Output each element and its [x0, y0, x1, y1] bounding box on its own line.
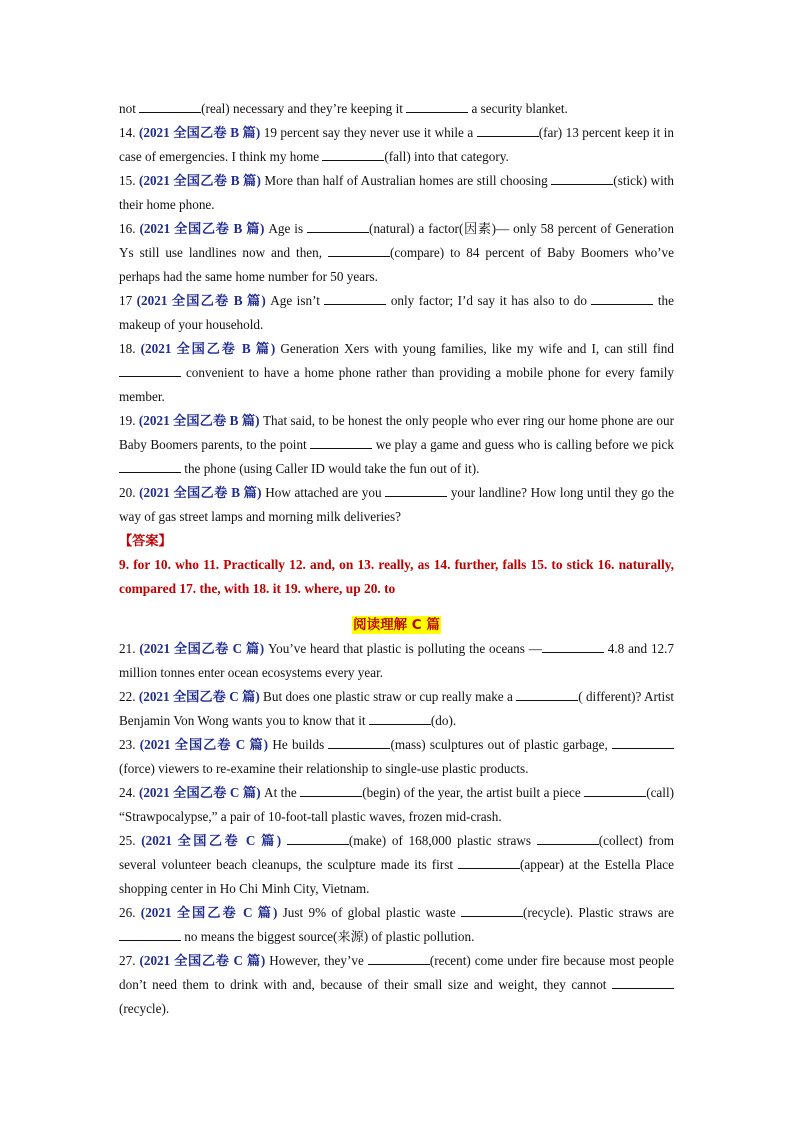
item-text: (recycle). Plastic straws are [522, 905, 674, 920]
item-number: 14. [119, 125, 139, 140]
source-tag: (2021 全国乙卷 B 篇) [136, 293, 266, 308]
answer-blank[interactable] [612, 974, 674, 989]
answer-blank[interactable] [369, 710, 431, 725]
item-text: (fall) into that category. [384, 149, 509, 164]
answer-blank[interactable] [537, 830, 599, 845]
item-text: (force) viewers to re-examine their relationship to single-use plastic products. [119, 761, 529, 776]
item-number: 16. [119, 221, 140, 236]
source-tag: (2021 全国乙卷 C 篇) [141, 833, 282, 848]
item-text: the phone (using Caller ID would take the fun out of it). [181, 461, 480, 476]
item-text: your landline? How long until they go the way of gas street lamps and morning milk deliveries? [119, 485, 675, 524]
answer-blank[interactable] [287, 830, 349, 845]
answer-blank[interactable] [385, 482, 447, 497]
exercise-item [119, 733, 674, 781]
answer-blank[interactable] [458, 854, 520, 869]
answer-blank[interactable] [322, 146, 384, 161]
exercise-item [119, 949, 674, 1021]
source-tag: (2021 全国乙卷 B 篇) [140, 341, 276, 356]
answer-blank[interactable] [139, 98, 201, 113]
item-text: (stick) with their home phone. [119, 173, 674, 212]
source-tag: (2021 全国乙卷 C 篇) [138, 785, 261, 800]
item-text: ( different)? Artist Benjamin Von Wong wants you to know that it [119, 689, 675, 728]
answer-blank[interactable] [368, 950, 430, 965]
section-title: 阅读理解 C 篇 [353, 617, 440, 633]
source-tag: (2021 全国乙卷 C 篇) [138, 689, 260, 704]
exercise-item [119, 781, 674, 829]
answer-text: 9. for 10. who 11. Practically 12. and, on 13. really, as 14. further, falls 15. to stick 16. naturally, compared 17. the, with 18. it 19. where, up 20. to [119, 557, 674, 596]
exercise-item [119, 337, 674, 409]
exercise-list-b-passage [119, 97, 674, 529]
item-text: (make) of 168,000 plastic straws [348, 833, 537, 848]
answer-blank[interactable] [119, 362, 181, 377]
exercise-item [119, 409, 674, 481]
item-text: 19 percent say they never use it while a [260, 125, 477, 140]
answer-blank[interactable] [328, 242, 390, 257]
item-text: (compare) to 84 percent of Baby Boomers who’ve perhaps had the same home number for 50 years. [119, 245, 674, 284]
source-tag: (2021 全国乙卷 B 篇) [139, 221, 265, 236]
item-number: 17 [119, 293, 137, 308]
item-text: How attached are you [261, 485, 386, 500]
item-text: convenient to have a home phone rather than providing a mobile phone for every family member. [119, 365, 674, 404]
exercise-list-c-passage [119, 637, 674, 1021]
item-text: (real) necessary and they’re keeping it [201, 101, 407, 116]
item-text: no means the biggest source(来源) of plastic pollution. [181, 929, 475, 944]
item-text: (mass) sculptures out of plastic garbage, [390, 737, 613, 752]
item-text: 4.8 and 12.7 million tonnes enter ocean ecosystems every year. [119, 641, 675, 680]
exercise-item [119, 481, 674, 529]
item-number: 21. [119, 641, 140, 656]
item-number: 24. [119, 785, 139, 800]
item-text: (do). [430, 713, 457, 728]
exercise-item [119, 901, 674, 949]
section-header [119, 613, 674, 637]
source-tag: (2021 全国乙卷 C 篇) [139, 641, 265, 656]
item-text: (natural) a factor(因素)— only 58 percent of Generation Ys still use landlines now and then, [119, 221, 674, 260]
source-tag: (2021 全国乙卷 B 篇) [139, 485, 262, 500]
answer-blank[interactable] [307, 218, 369, 233]
answer-blank[interactable] [119, 926, 181, 941]
item-text: (recycle). [119, 1001, 170, 1016]
item-text: Age isn’t [265, 293, 325, 308]
item-text: a security blanket. [468, 101, 568, 116]
exercise-item [119, 97, 674, 121]
exercise-item [119, 289, 674, 337]
exercise-item [119, 829, 674, 901]
answer-blank[interactable] [584, 782, 646, 797]
answer-blank[interactable] [591, 290, 653, 305]
item-text: not [119, 101, 140, 116]
source-tag: (2021 全国乙卷 C 篇) [139, 953, 266, 968]
item-number: 23. [119, 737, 140, 752]
item-number: 27. [119, 953, 140, 968]
item-text: Just 9% of global plastic waste [277, 905, 461, 920]
answer-blank[interactable] [516, 686, 578, 701]
item-text: (far) 13 percent keep it in case of emergencies. I think my home [119, 125, 675, 164]
item-number: 19. [119, 413, 139, 428]
source-tag: (2021 全国乙卷 C 篇) [139, 737, 269, 752]
exercise-item [119, 217, 674, 289]
item-text: That said, to be honest the only people who ever ring our home phone are our Baby Boomers parents, to the point [119, 413, 674, 452]
item-text: (collect) from several volunteer beach cleanups, the sculpture made its first [119, 833, 674, 872]
answer-blank[interactable] [477, 122, 539, 137]
answer-blank[interactable] [461, 902, 523, 917]
item-text: (appear) at the Estella Place shopping center in Ho Chi Minh City, Vietnam. [119, 857, 674, 896]
item-text: (call) “Strawpocalypse,” a pair of 10-foot-tall plastic waves, frozen mid-crash. [119, 785, 675, 824]
item-text: However, they’ve [265, 953, 368, 968]
item-text: we play a game and guess who is calling before we pick [372, 437, 674, 452]
item-text: You’ve heard that plastic is polluting the oceans — [264, 641, 542, 656]
item-text: Generation Xers with young families, like my wife and I, can still find [275, 341, 674, 356]
answer-blank[interactable] [406, 98, 468, 113]
document-page [119, 97, 674, 1021]
source-tag: (2021 全国乙卷 C 篇) [140, 905, 278, 920]
exercise-item [119, 121, 674, 169]
item-text: At the [260, 785, 301, 800]
exercise-item [119, 685, 674, 733]
item-number: 25. [119, 833, 142, 848]
answer-blank[interactable] [300, 782, 362, 797]
answer-blank[interactable] [612, 734, 674, 749]
item-number: 15. [119, 173, 140, 188]
item-text: (begin) of the year, the artist built a piece [362, 785, 585, 800]
source-tag: (2021 全国乙卷 B 篇) [138, 125, 261, 140]
item-number: 22. [119, 689, 139, 704]
item-text: More than half of Australian homes are still choosing [260, 173, 552, 188]
answer-blank[interactable] [119, 458, 181, 473]
item-number: 20. [119, 485, 140, 500]
source-tag: (2021 全国乙卷 B 篇) [138, 413, 260, 428]
answer-blank[interactable] [542, 638, 604, 653]
item-text: He builds [268, 737, 329, 752]
item-text: only factor; I’d say it has also to do [386, 293, 592, 308]
answer-blank[interactable] [328, 734, 390, 749]
answer-blank[interactable] [310, 434, 372, 449]
item-number: 18. [119, 341, 141, 356]
answer-label: 【答案】 [119, 533, 172, 548]
item-number: 26. [119, 905, 141, 920]
item-text: (recent) come under fire because most people don’t need them to drink with and, because of their small size and weight, they cannot [119, 953, 674, 992]
answer-blank[interactable] [551, 170, 613, 185]
answer-blank[interactable] [324, 290, 386, 305]
item-text: Age is [264, 221, 308, 236]
item-text: the makeup of your household. [119, 293, 674, 332]
exercise-item [119, 169, 674, 217]
source-tag: (2021 全国乙卷 B 篇) [139, 173, 261, 188]
exercise-item [119, 637, 674, 685]
item-text: But does one plastic straw or cup really make a [259, 689, 517, 704]
